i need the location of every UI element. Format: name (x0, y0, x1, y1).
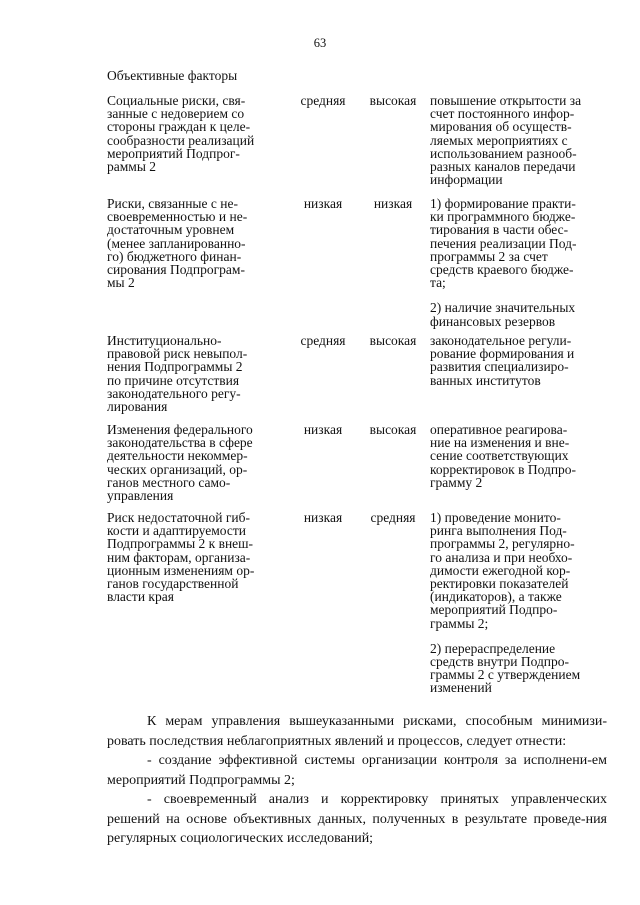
risk-probability: средняя (300, 93, 346, 108)
measure-text: 2) перераспределение средств внутри Подпро- граммы 2 с утверждением изменений (430, 640, 581, 696)
measure-text: оперативное реагирова- ние на изменения и вне- сение соответствующих корректировок в Подпро- грамму 2 (430, 422, 577, 490)
risk-name: Институционально- правовой риск невыпол- нения Подпрограммы 2 по причине отсутствия законодательного регу- лирования (107, 333, 248, 415)
measure-text: 1) формирование практи- ки программного бюдже- тирования в части обес- печения реализации Под- программы 2 за счет средств краевого бюдже- та; (430, 196, 577, 291)
section-heading: Объективные факторы (107, 68, 238, 83)
risk-impact: низкая (373, 196, 413, 211)
risk-measures (430, 423, 605, 489)
risk-impact: высокая (369, 93, 417, 108)
paragraph: К мерам управления вышеуказанными рисками, способным минимизи-ровать последствия неблагоприятных явлений и процессов, следует отнести: (107, 714, 607, 749)
risk-name: Риски, связанные с не- своевременностью и не- достаточным уровнем (менее запланированно- го) бюджетного финан- сирования Подпрограм- мы 2 (107, 196, 248, 291)
risk-impact: высокая (369, 422, 417, 437)
measure-text: законодательное регули- рование формирования и развития специализиро- ванных институтов (430, 333, 575, 388)
risk-probability: низкая (303, 196, 343, 211)
risk-name: Риск недостаточной гиб- кости и адаптируемости Подпрограммы 2 к внеш- ним факторам, организа- ционным изменениям ор- ганов государственной власти края (107, 510, 255, 605)
risk-name: Социальные риски, свя- занные с недоверием со стороны граждан к целе- сообразности реализаций мероприятий Подпрог- раммы 2 (107, 93, 255, 175)
risk-measures (430, 197, 605, 328)
risk-impact: средняя (370, 510, 416, 525)
measure-text: 1) проведение монито- ринга выполнения Под- программы 2, регулярно- го анализа и при необхо- димости ежегодной кор- ректировки показателей (индикаторов), а также мероприятий Подпро- граммы 2; (430, 510, 575, 631)
measure-text: 2) наличие значительных финансовых резервов (430, 300, 576, 329)
risk-impact: высокая (369, 333, 417, 348)
risk-measures (430, 334, 605, 387)
risk-probability: средняя (300, 333, 346, 348)
body-text (107, 712, 607, 849)
paragraph: - создание эффективной системы организации контроля за исполнени-ем мероприятий Подпрограммы 2; (107, 753, 607, 788)
paragraph: - своевременный анализ и корректировку принятых управленческих решений на основе объективных данных, полученных в результате проведе-ния регулярных социологических исследований; (107, 792, 607, 846)
risk-measures (430, 94, 605, 186)
measure-text: повышение открытости за счет постоянного инфор- мирования об осуществ- ляемых мероприятиях с использованием разнооб- разных каналов передачи информации (430, 93, 582, 188)
risk-probability: низкая (303, 510, 343, 525)
risk-measures (430, 511, 605, 695)
risk-probability: низкая (303, 422, 343, 437)
risk-name: Изменения федерального законодательства в сфере деятельности некоммер- ческих организаций, ор- ганов местного само- управления (107, 422, 253, 504)
page-number: 63 (313, 36, 327, 50)
